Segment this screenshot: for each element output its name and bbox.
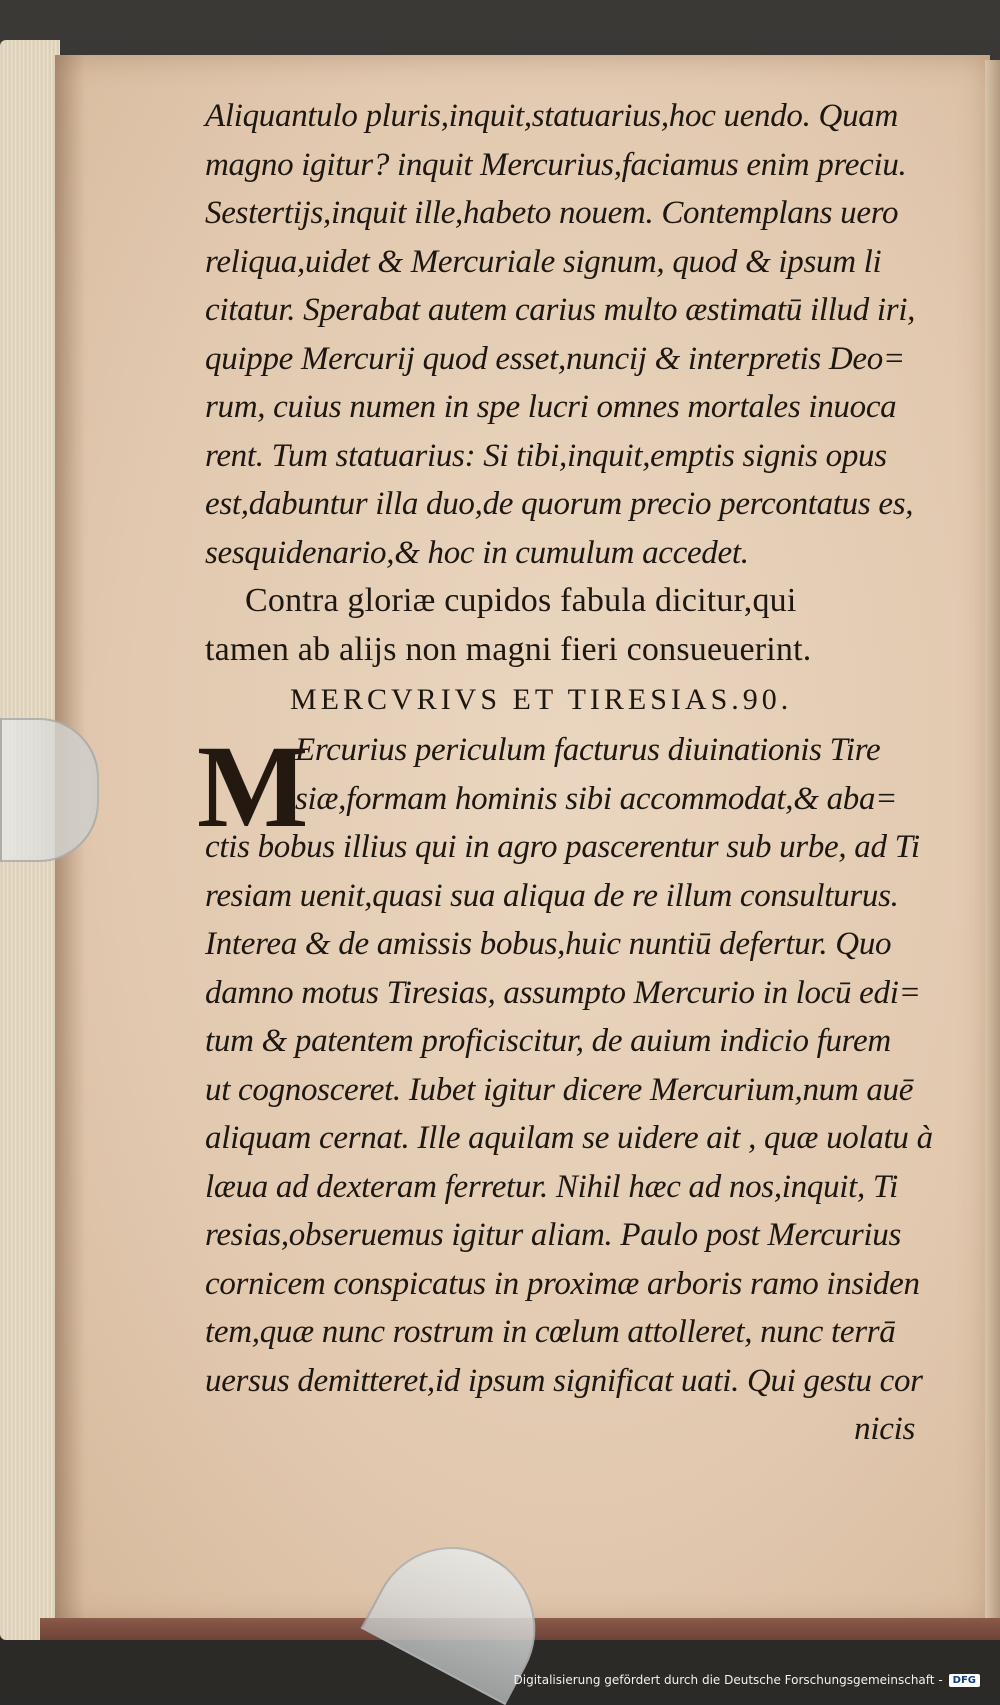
text-line: uersus demitteret,id ipsum significat uati. Qui gestu cor bbox=[205, 1362, 923, 1399]
page-text bbox=[197, 92, 955, 1454]
text-line: sesquidenario,& hoc in cumulum accedet. bbox=[205, 534, 749, 571]
catchword: nicis bbox=[854, 1411, 915, 1447]
text-line: Aliquantulo pluris,inquit,statuarius,hoc uendo. Quam bbox=[205, 98, 898, 134]
digitization-footer bbox=[514, 1673, 981, 1687]
text-line: rum, cuius numen in spe lucri omnes mortales inuoca bbox=[205, 389, 897, 425]
drop-capital: M bbox=[197, 721, 309, 852]
text-line: resias,obseruemus igitur aliam. Paulo post Mercurius bbox=[205, 1217, 902, 1253]
text-line: cornicem conspicatus in proximæ arboris ramo insiden bbox=[205, 1265, 920, 1302]
text-line: quippe Mercurij quod esset,nuncij & interpretis Deo= bbox=[205, 340, 905, 377]
fable-heading: MERCVRIVS ET TIRESIAS.90. bbox=[290, 683, 793, 716]
text-line: ctis bobus illius qui in agro pascerentur sub urbe, ad Ti bbox=[205, 829, 920, 865]
text-line: ut cognosceret. Iubet igitur dicere Mercurium,num auē bbox=[205, 1071, 914, 1108]
text-line: tum & patentem proficiscitur, de auium indicio furem bbox=[205, 1023, 891, 1059]
text-line: Sestertijs,inquit ille,habeto nouem. Contemplans uero bbox=[205, 195, 899, 231]
text-line: rent. Tum statuarius: Si tibi,inquit,emptis signis opus bbox=[205, 437, 887, 474]
left-page-clip bbox=[0, 718, 99, 862]
text-line: tem,quæ nunc rostrum in cœlum attolleret, nunc terrā bbox=[205, 1314, 896, 1350]
text-line: læua ad dexteram ferretur. Nihil hæc ad nos,inquit, Ti bbox=[205, 1168, 899, 1205]
text-line: Ercurius periculum facturus diuinationis Tire bbox=[295, 732, 881, 768]
text-line: damno motus Tiresias, assumpto Mercurio in locū edi= bbox=[205, 974, 921, 1011]
text-line: Interea & de amissis bobus,huic nuntiū defertur. Quo bbox=[205, 926, 892, 962]
right-page-edge bbox=[985, 60, 1000, 1620]
text-line: magno igitur? inquit Mercurius,faciamus enim preciu. bbox=[205, 146, 907, 183]
footer-credit: Digitalisierung gefördert durch die Deutsche Forschungsgemeinschaft - bbox=[513, 1673, 943, 1687]
text-line: reliqua,uidet & Mercuriale signum, quod & ipsum li bbox=[205, 243, 882, 280]
moral-line: Contra gloriæ cupidos fabula dicitur,qui bbox=[245, 582, 797, 619]
fable-body bbox=[197, 721, 955, 1454]
text-line: resiam uenit,quasi sua aliqua de re illum consulturus. bbox=[205, 877, 899, 914]
text-line: citatur. Sperabat autem carius multo æstimatū illud iri, bbox=[205, 292, 916, 328]
text-line: est,dabuntur illa duo,de quorum precio percontatus es, bbox=[205, 486, 914, 522]
text-line: siæ,formam hominis sibi accommodat,& aba= bbox=[295, 780, 898, 817]
moral-line: tamen ab alijs non magni fieri consueuerint. bbox=[205, 630, 812, 668]
text-line: aliquam cernat. Ille aquilam se uidere ait , quæ uolatu à bbox=[205, 1120, 933, 1156]
dfg-logo: DFG bbox=[949, 1674, 980, 1687]
